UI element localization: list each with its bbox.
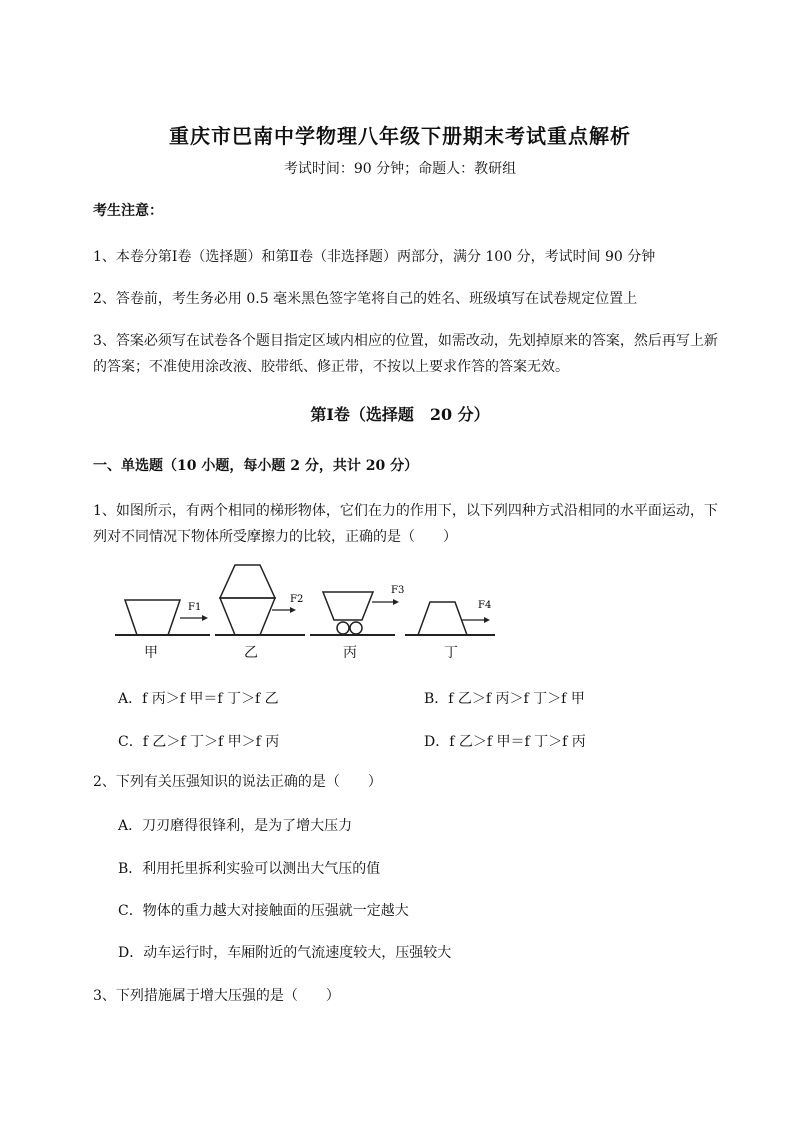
force-label-f1: F1 <box>188 602 202 613</box>
question-1-option-d: D．f 乙＞f 甲＝f 丁＞f 丙 <box>424 734 586 750</box>
question-1-stem-line-1: 1、如图所示，有两个相同的梯形物体，它们在力的作用下，以下列四种方式沿相同的水平面运动，下 <box>93 503 718 519</box>
trapezoid-ding <box>418 602 467 635</box>
figure-label-bing: 丙 <box>343 645 357 661</box>
notice-item-1: 1、本卷分第Ⅰ卷（选择题）和第Ⅱ卷（非选择题）两部分，满分 100 分，考试时间 90 分钟 <box>93 249 656 265</box>
trapezoid-jia <box>125 600 180 635</box>
roller-right <box>350 622 362 634</box>
question-2-option-c: C．物体的重力越大对接触面的压强就一定越大 <box>118 903 409 919</box>
trapezoid-yi-top <box>220 565 275 598</box>
exam-info: 考试时间：90 分钟；命题人：教研组 <box>283 161 517 177</box>
question-2-option-a: A．刀刃磨得很锋利，是为了增大压力 <box>118 818 353 834</box>
page-title: 重庆市巴南中学物理八年级下册期末考试重点解析 <box>169 124 631 148</box>
question-2-option-b: B．利用托里拆利实验可以测出大气压的值 <box>118 861 381 877</box>
roller-left <box>337 622 349 634</box>
notice-item-3: 3、答案必须写在试卷各个题目指定区域内相应的位置，如需改动，先划掉原来的答案，然后再写上新 <box>93 333 718 349</box>
force-label-f4: F4 <box>478 600 492 611</box>
question-2-stem: 2、下列有关压强知识的说法正确的是（ ） <box>93 774 382 790</box>
question-2-option-d: D．动车运行时，车厢附近的气流速度较大，压强较大 <box>118 945 452 961</box>
question-1-option-a: A．f 丙＞f 甲＝f 丁＞f 乙 <box>118 691 279 707</box>
part-heading: 一、单选题（10 小题，每小题 2 分，共计 20 分） <box>93 458 419 474</box>
figure-label-ding: 丁 <box>444 645 458 661</box>
question-1-option-b: B．f 乙＞f 丙＞f 丁＞f 甲 <box>424 691 585 707</box>
question-1-stem-line-2: 列对不同情况下物体所受摩擦力的比较，正确的是（ ） <box>93 529 457 545</box>
figure-label-jia: 甲 <box>144 645 158 661</box>
section-title: 第Ⅰ卷（选择题 20 分） <box>310 405 490 424</box>
question-3-stem: 3、下列措施属于增大压强的是（ ） <box>93 988 340 1004</box>
trapezoid-bing <box>323 592 373 620</box>
figure-label-yi: 乙 <box>244 645 258 661</box>
force-label-f2: F2 <box>290 594 304 605</box>
notice-item-3-continued: 的答案；不准使用涂改液、胶带纸、修正带，不按以上要求作答的答案无效。 <box>93 359 569 375</box>
notice-item-2: 2、答卷前，考生务必用 0.5 毫米黑色签字笔将自己的姓名、班级填写在试卷规定位置上 <box>93 291 638 307</box>
question-1-option-c: C．f 乙＞f 丁＞f 甲＞f 丙 <box>118 734 280 750</box>
force-label-f3: F3 <box>391 585 405 596</box>
notice-heading: 考生注意： <box>93 203 163 219</box>
question-1-figure <box>110 560 500 660</box>
trapezoid-yi-bottom <box>220 598 275 635</box>
